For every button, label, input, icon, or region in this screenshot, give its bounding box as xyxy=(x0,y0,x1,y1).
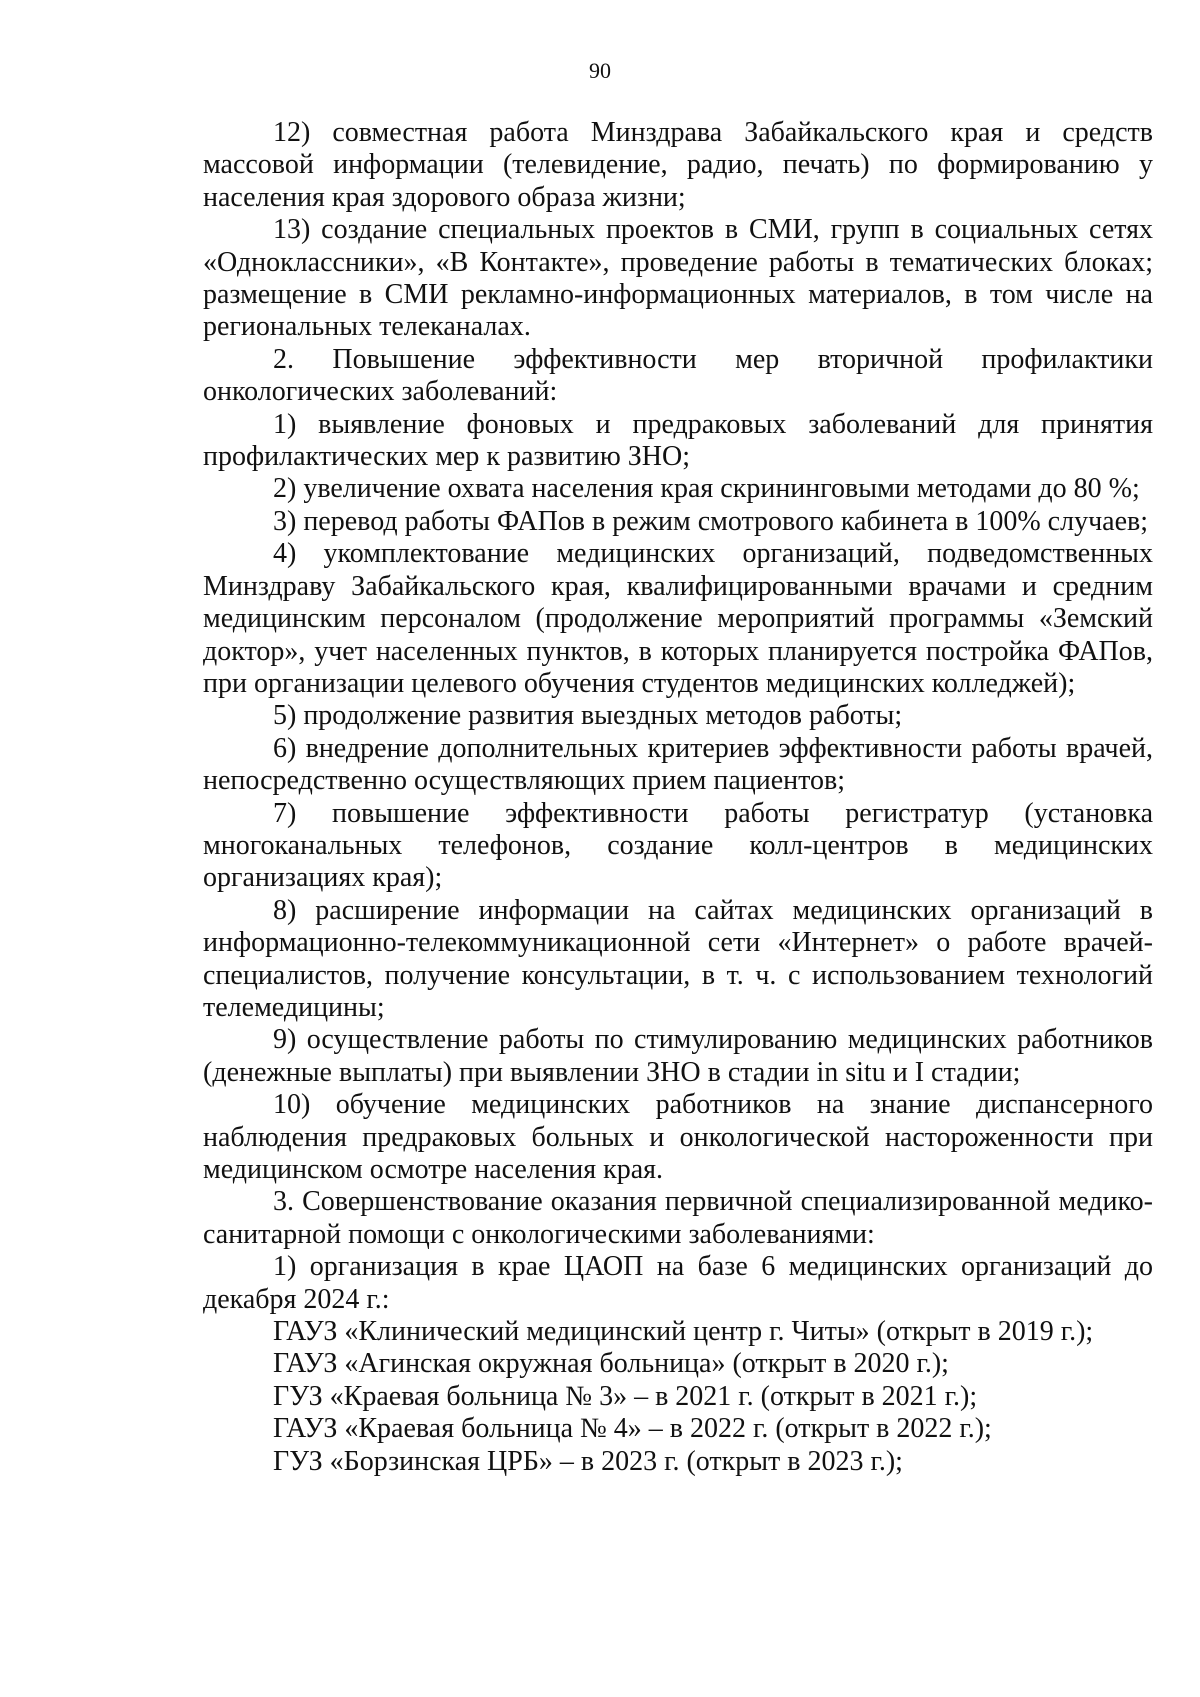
paragraph-item-10: 10) обучение медицинских работников на знание диспансерного наблюдения предраковых больных и онкологической настороженности при медицинском осмотре населения края. xyxy=(203,1089,1153,1185)
paragraph-item-7: 7) повышение эффективности работы регистратур (установка многоканальных телефонов, создание колл-центров в медицинских организациях края); xyxy=(203,797,1153,894)
paragraph-section-3: 3. Совершенствование оказания первичной специализированной медико-санитарной помощи с онкологическими заболеваниями: xyxy=(203,1186,1153,1250)
paragraph-item-12: 12) совместная работа Минздрава Забайкальского края и средств массовой информации (телевидение, радио, печать) по формированию у населения края здорового образа жизни; xyxy=(203,117,1153,213)
paragraph-item-4: 4) укомплектование медицинских организаций, подведомственных Минздраву Забайкальского края, квалифицированными врачами и средним медицинским персоналом (продолжение мероприятий программы «Земский доктор», учет населенных пунктов, в которых планируется постройка ФАПов, при организации целевого обучения студентов медицинских колледжей); xyxy=(203,538,1153,699)
list-item-organization: ГАУЗ «Краевая больница № 4» – в 2022 г. (открыт в 2022 г.); xyxy=(273,1413,992,1445)
paragraph-item-2: 2) увеличение охвата населения края скрининговыми методами до 80 %; xyxy=(273,473,1140,505)
document-body xyxy=(203,117,1153,1478)
list-item-organization: ГУЗ «Борзинская ЦРБ» – в 2023 г. (открыт в 2023 г.); xyxy=(273,1445,903,1477)
list-item-organization: ГАУЗ «Клинический медицинский центр г. Читы» (открыт в 2019 г.); xyxy=(273,1316,1094,1348)
list-item-organization: ГУЗ «Краевая больница № 3» – в 2021 г. (открыт в 2021 г.); xyxy=(273,1380,978,1412)
paragraph-item-3: 3) перевод работы ФАПов в режим смотрового кабинета в 100% случаев; xyxy=(273,505,1149,537)
paragraph-item-6: 6) внедрение дополнительных критериев эффективности работы врачей, непосредственно осуществляющих прием пациентов; xyxy=(203,732,1153,797)
paragraph-item-1: 1) выявление фоновых и предраковых заболеваний для принятия профилактических мер к развитию ЗНО; xyxy=(203,408,1153,473)
list-item-organization: ГАУЗ «Агинская окружная больница» (открыт в 2020 г.); xyxy=(273,1348,949,1380)
paragraph-item-9: 9) осуществление работы по стимулированию медицинских работников (денежные выплаты) при выявлении ЗНО в стадии in situ и I стадии; xyxy=(203,1024,1153,1088)
paragraph-item-5: 5) продолжение развития выездных методов работы; xyxy=(273,700,903,732)
paragraph-item-3-1: 1) организация в крае ЦАОП на базе 6 медицинских организаций до декабря 2024 г.: xyxy=(203,1251,1153,1315)
paragraph-item-8: 8) расширение информации на сайтах медицинских организаций в информационно-телекоммуникационной сети «Интернет» о работе врачей-специалистов, получение консультации, в т. ч. с использованием технологий телемедицины; xyxy=(203,894,1153,1023)
paragraph-section-2: 2. Повышение эффективности мер вторичной профилактики онкологических заболеваний: xyxy=(203,343,1153,408)
page-number: 90 xyxy=(589,58,611,83)
paragraph-item-13: 13) создание специальных проектов в СМИ, групп в социальных сетях «Одноклассники», «В Контакте», проведение работы в тематических блоках; размещение в СМИ рекламно-информационных материалов, в том числе на региональных телеканалах. xyxy=(203,214,1153,343)
